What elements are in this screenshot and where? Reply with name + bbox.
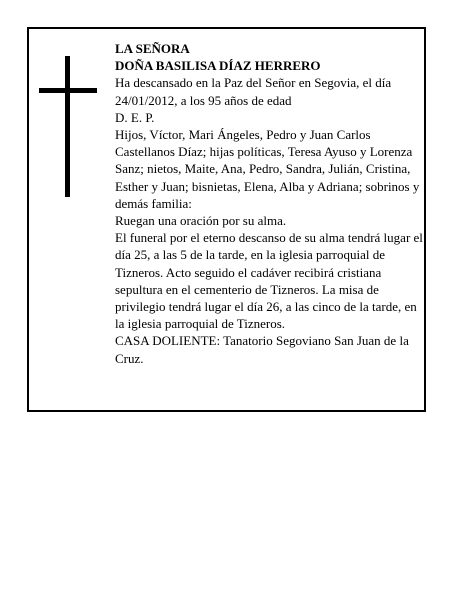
funeral-details: El funeral por el eterno descanso de su alma tendrá lugar el día 25, a las 5 de la tarde, en la iglesia parroquial de Tizneros. Acto seguido el cadáver recibirá cristiana sepultura en el cementerio de Tizneros. La misa de privilegio tendrá lugar el día 26, a las cinco de la tarde, en la iglesia parroquial de Tizneros. [115,230,423,332]
death-announcement: Ha descansado en la Paz del Señor en Segovia, el día 24/01/2012, a los 95 años de edad [115,75,392,108]
obituary-notice [27,27,426,412]
notice-body [115,40,423,367]
mourning-house: CASA DOLIENTE: Tanatorio Segoviano San Juan de la Cruz. [115,333,409,366]
family-list: Hijos, Víctor, Mari Ángeles, Pedro y Juan Carlos Castellanos Díaz; hijas políticas, Teresa Ayuso y Lorenza Sanz; nietos, Maite, Ana, Pedro, Sandra, Julián, Cristina, Esther y Juan; bisnietas, Elena, Alba y Adriana; sobrinos y demás familia: [115,127,420,211]
cross-icon [39,56,97,197]
cross-vertical-bar [65,56,70,197]
cross-horizontal-bar [39,88,97,93]
deceased-name: DOÑA BASILISA DÍAZ HERRERO [115,58,321,74]
rest-in-peace: D. E. P. [115,109,155,125]
prayer-request: Ruegan una oración por su alma. [115,213,287,229]
notice-title: LA SEÑORA [115,41,190,56]
